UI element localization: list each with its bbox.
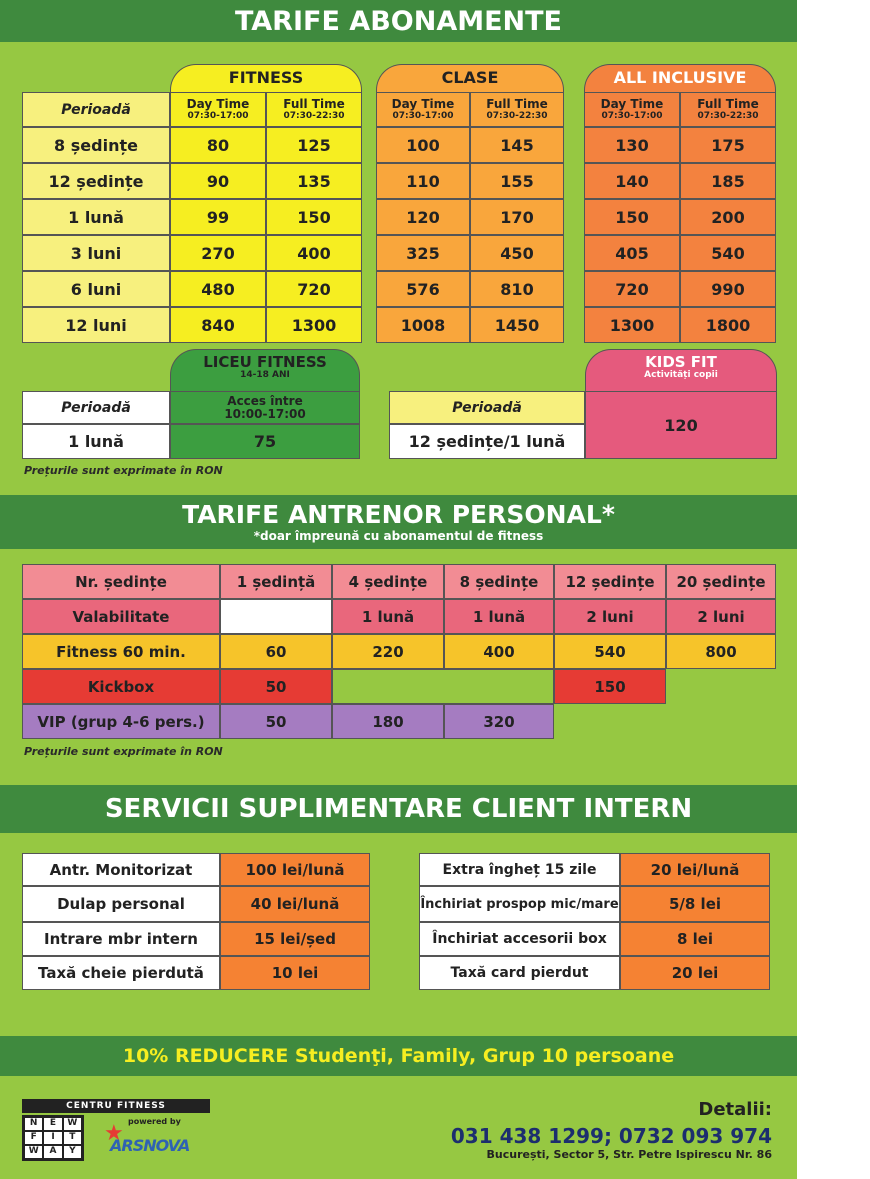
logo-letter: E [43,1117,62,1131]
services-title-banner [0,785,797,833]
service-price: 15 lei/șed [254,930,336,948]
price-cell [170,307,266,343]
price-cell [266,127,362,163]
vip-1-cell-text: 50 [265,712,287,731]
fitness-60-cell-5-text: 800 [705,642,737,661]
kids-period-header [389,391,585,424]
liceu-access-label: Acces între [227,393,303,408]
price-cell [266,235,362,271]
price-cell [266,199,362,235]
logo-letter: W [24,1145,43,1159]
group-2-day-header [584,92,680,127]
price-value: 450 [500,243,534,263]
service-name: Extra îngheț 15 zile [442,861,597,878]
day-hours: 07:30-17:00 [187,111,249,121]
fitness-60-cell-3 [444,634,554,669]
price-value: 125 [297,135,331,155]
price-value: 720 [297,279,331,299]
kickbox-label-cell [22,669,220,704]
price-value: 270 [201,243,235,263]
kickbox-label-cell-text: Kickbox [87,677,155,696]
service-right-name-3 [419,956,620,990]
service-left-price-2 [220,922,370,956]
price-value: 720 [615,279,649,299]
price-cell [266,307,362,343]
liceu-access-hours: 10:00-17:00 [224,406,306,421]
discount-text: 10% REDUCERE Studenţi, Family, Grup 10 persoane [122,1045,675,1067]
price-value: 405 [615,243,649,263]
group-tab-2 [584,64,776,92]
price-value: 100 [406,135,440,155]
price-cell [680,199,776,235]
centru-fitness-logo [22,1099,210,1113]
trainer-title: TARIFE ANTRENOR PERSONAL* [182,500,615,529]
kickbox-1-cell [220,669,332,704]
price-value: 576 [406,279,440,299]
full-hours: 07:30-22:30 [486,111,548,121]
service-price: 8 lei [676,930,714,948]
service-left-price-3 [220,956,370,990]
sessions-header-4 [554,564,666,599]
service-right-name-1 [419,886,620,922]
price-cell [470,199,564,235]
vip-label-cell [22,704,220,739]
price-value: 140 [615,171,649,191]
group-2-full-header [680,92,776,127]
trainer-title-banner [0,495,797,549]
logo-letter: Y [63,1145,82,1159]
service-name: Dulap personal [57,895,185,913]
price-cell [376,163,470,199]
kids-price-cell [585,391,777,459]
powered-by-text: powered by [128,1117,181,1126]
validity-cell-0-text: Valabilitate [72,607,170,626]
validity-cell-5-text: 2 luni [697,607,745,626]
validity-cell-4-text: 2 luni [586,607,634,626]
service-name: Taxă card pierdut [450,965,589,981]
sessions-header-2-text: 4 ședințe [348,572,428,591]
validity-cell-2 [332,599,444,634]
price-value: 540 [711,243,745,263]
price-cell [584,235,680,271]
price-value: 130 [615,135,649,155]
logo-letter: N [24,1117,43,1131]
currency-note-2: Prețurile sunt exprimate în RON [24,745,223,758]
service-price: 100 lei/lună [245,860,345,879]
liceu-price-cell [170,424,360,459]
price-value: 1300 [609,315,655,335]
period-cell [22,307,170,343]
price-value: 90 [206,171,230,191]
group-name: FITNESS [228,68,304,87]
group-0-full-header [266,92,362,127]
full-label: Full Time [283,97,345,111]
currency-note-1: Prețurile sunt exprimate în RON [24,464,223,477]
validity-cell-4 [554,599,666,634]
price-cell [680,127,776,163]
vip-label-cell-text: VIP (grup 4-6 pers.) [37,712,205,731]
address: București, Sector 5, Str. Petre Ispirescu Nr. 86 [486,1148,772,1161]
group-0-day-header [170,92,266,127]
liceu-fitness-age: 14-18 ANI [240,370,290,380]
full-hours: 07:30-22:30 [697,111,759,121]
price-value: 480 [201,279,235,299]
price-value: 80 [206,135,230,155]
price-value: 135 [297,171,331,191]
service-name: Intrare mbr intern [44,930,198,948]
vip-4-cell [332,704,444,739]
service-name: Taxă cheie pierdută [38,964,204,982]
period-cell [22,271,170,307]
service-right-price-1 [620,886,770,922]
kids-period: 12 ședințe/1 lună [408,432,566,451]
full-label: Full Time [486,97,548,111]
fitness-60-cell-5 [666,634,776,669]
price-value: 810 [500,279,534,299]
liceu-period-header [22,391,170,424]
liceu-period-header-label: Perioadă [61,399,131,416]
vip-8-cell [444,704,554,739]
period-label: 12 ședințe [48,171,144,191]
day-label: Day Time [600,97,664,111]
period-cell [22,163,170,199]
service-left-name-3 [22,956,220,990]
price-value: 170 [500,207,534,227]
arsnova-logo: ARSNOVA [110,1136,190,1155]
logo-letter: W [63,1117,82,1131]
price-cell [584,307,680,343]
service-price: 40 lei/lună [250,895,340,913]
price-cell [470,163,564,199]
period-label: 3 luni [70,243,122,263]
day-label: Day Time [186,97,250,111]
price-cell [376,235,470,271]
service-left-price-0 [220,853,370,886]
validity-cell-2-text: 1 lună [361,607,415,626]
price-value: 325 [406,243,440,263]
fitness-60-cell-2 [332,634,444,669]
logo-letter: F [24,1131,43,1145]
service-left-name-2 [22,922,220,956]
service-price: 10 lei [271,964,319,982]
sessions-header-5 [666,564,776,599]
period-header-label: Perioadă [61,101,131,118]
price-value: 200 [711,207,745,227]
service-right-price-2 [620,922,770,956]
price-value: 110 [406,171,440,191]
fitness-60-cell-3-text: 400 [483,642,515,661]
fitness-60-cell-1 [220,634,332,669]
subscriptions-title-banner [0,0,797,42]
period-header-cell [22,92,170,127]
kids-fit-sub: Activități copii [644,370,718,380]
subscriptions-title: TARIFE ABONAMENTE [234,5,563,37]
liceu-period-cell [22,424,170,459]
sessions-header-0-text: Nr. ședințe [75,572,167,591]
service-left-price-1 [220,886,370,922]
group-tab-0 [170,64,362,92]
price-value: 1008 [400,315,446,335]
price-value: 155 [500,171,534,191]
group-name: CLASE [441,68,499,87]
fitness-60-cell-0 [22,634,220,669]
discount-banner [0,1036,797,1076]
liceu-access-cell [170,391,360,424]
price-cell [470,235,564,271]
sessions-header-1-text: 1 ședință [236,572,316,591]
vip-4-cell-text: 180 [372,712,404,731]
service-name: Închiriat prospop mic/mare [420,896,619,912]
price-cell [470,307,564,343]
price-value: 1300 [291,315,337,335]
logo-letter: A [43,1145,62,1159]
group-tab-1 [376,64,564,92]
price-cell [376,271,470,307]
price-value: 400 [297,243,331,263]
sessions-header-0 [22,564,220,599]
price-value: 990 [711,279,745,299]
period-cell [22,127,170,163]
liceu-fitness-tab [170,349,360,391]
price-value: 150 [615,207,649,227]
price-cell [170,163,266,199]
new-fit-way-logo [22,1115,84,1161]
services-title: SERVICII SUPLIMENTARE CLIENT INTERN [104,794,693,824]
price-cell [266,271,362,307]
full-hours: 07:30-22:30 [283,111,345,121]
price-cell [470,127,564,163]
liceu-price: 75 [253,432,277,451]
service-name: Antr. Monitorizat [49,860,193,879]
group-1-full-header [470,92,564,127]
sessions-header-5-text: 20 ședințe [676,572,766,591]
vip-8-cell-text: 320 [483,712,515,731]
price-value: 840 [201,315,235,335]
fitness-60-cell-2-text: 220 [372,642,404,661]
price-value: 150 [297,207,331,227]
price-cell [170,199,266,235]
price-cell [680,163,776,199]
sessions-header-2 [332,564,444,599]
price-value: 1450 [494,315,540,335]
sessions-header-3 [444,564,554,599]
group-name: ALL INCLUSIVE [613,68,747,87]
trainer-subtitle: *doar împreună cu abonamentul de fitness [253,529,544,543]
price-cell [680,235,776,271]
price-cell [170,271,266,307]
price-cell [584,163,680,199]
service-right-price-0 [620,853,770,886]
fitness-60-cell-1-text: 60 [265,642,287,661]
kickbox-12-cell [554,669,666,704]
fitness-60-cell-4-text: 540 [594,642,626,661]
price-cell [376,199,470,235]
period-label: 8 ședințe [54,135,138,155]
fitness-60-cell-4 [554,634,666,669]
phone-numbers: 031 438 1299; 0732 093 974 [450,1124,772,1148]
logo-letter: T [63,1131,82,1145]
price-value: 145 [500,135,534,155]
kids-period-header-label: Perioadă [452,399,522,416]
price-value: 185 [711,171,745,191]
period-cell [22,235,170,271]
price-cell [170,127,266,163]
fitness-60-cell-0-text: Fitness 60 min. [56,642,186,661]
sessions-header-3-text: 8 ședințe [459,572,539,591]
sessions-header-1 [220,564,332,599]
service-name: Închiriat accesorii box [432,931,607,947]
price-cell [470,271,564,307]
logo-letter: I [43,1131,62,1145]
validity-cell-3-text: 1 lună [472,607,526,626]
price-cell [680,271,776,307]
kids-price: 120 [664,415,698,435]
kickbox-12-cell-text: 150 [594,677,626,696]
price-cell [376,307,470,343]
price-cell [266,163,362,199]
service-price: 5/8 lei [668,895,722,913]
price-cell [680,307,776,343]
vip-1-cell [220,704,332,739]
kickbox-1-cell-text: 50 [265,677,287,696]
period-label: 12 luni [65,315,127,335]
service-right-price-3 [620,956,770,990]
period-label: 1 lună [68,207,124,227]
price-value: 175 [711,135,745,155]
kids-fit-tab [585,349,777,391]
validity-cell-1 [220,599,332,634]
star-icon: ★ [104,1121,124,1146]
logo-text: CENTRU FITNESS [66,1101,166,1111]
validity-cell-3 [444,599,554,634]
price-cell [584,199,680,235]
full-label: Full Time [697,97,759,111]
kids-fit-name: KIDS FIT [645,353,717,371]
price-value: 1800 [705,315,751,335]
price-value: 120 [406,207,440,227]
liceu-period: 1 lună [68,432,124,451]
period-cell [22,199,170,235]
service-right-name-2 [419,922,620,956]
validity-cell-5 [666,599,776,634]
details-label: Detalii: [698,1099,772,1120]
price-cell [584,127,680,163]
liceu-fitness-name: LICEU FITNESS [203,353,327,371]
price-value: 99 [206,207,230,227]
service-right-name-0 [419,853,620,886]
day-hours: 07:30-17:00 [601,111,663,121]
group-1-day-header [376,92,470,127]
validity-cell-0 [22,599,220,634]
sessions-header-4-text: 12 ședințe [565,572,655,591]
period-label: 6 luni [70,279,122,299]
service-price: 20 lei/lună [650,860,740,879]
kickbox-empty-cell [332,669,554,704]
price-cell [170,235,266,271]
day-label: Day Time [391,97,455,111]
kids-period-cell [389,424,585,459]
service-left-name-1 [22,886,220,922]
price-cell [376,127,470,163]
day-hours: 07:30-17:00 [392,111,454,121]
service-left-name-0 [22,853,220,886]
price-cell [584,271,680,307]
service-price: 20 lei [671,964,719,982]
